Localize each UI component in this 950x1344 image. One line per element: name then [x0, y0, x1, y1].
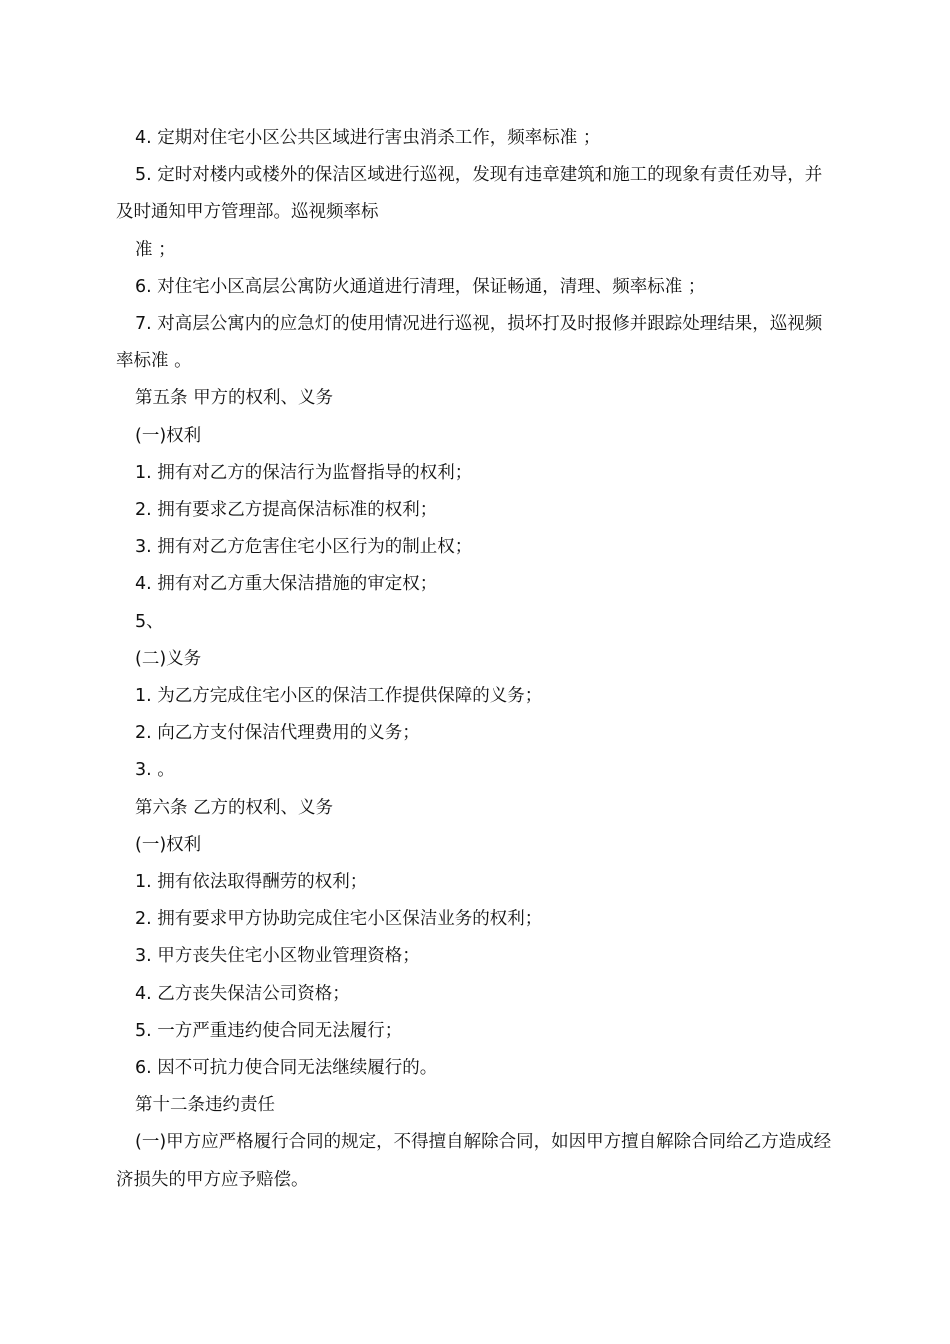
list-item: 5. 一方严重违约使合同无法履行； [135, 1020, 403, 1041]
list-item: 6. 因不可抗力使合同无法继续履行的。 [135, 1058, 438, 1079]
paragraph-item-6: 6. 对住宅小区高层公寓防火通道进行清理，保证畅通，清理、频率标准 ； [135, 276, 706, 297]
list-item: 3. 拥有对乙方危害住宅小区行为的制止权； [135, 537, 473, 558]
subheading-rights-party-a: (一)权利 [135, 425, 202, 446]
paragraph-item-5: 5. 定时对楼内或楼外的保洁区域进行巡视，发现有违章建筑和施工的现象有责任劝导，并及时通知甲方管理部。巡视频率标 [116, 165, 823, 223]
document-body [116, 120, 838, 1199]
paragraph-breach-liability: (一)甲方应严格履行合同的规定，不得擅自解除合同，如因甲方擅自解除合同给乙方造成经济损失的甲方应予赔偿。 [116, 1132, 832, 1190]
list-item: 2. 向乙方支付保洁代理费用的义务； [135, 723, 420, 744]
list-item: 4. 拥有对乙方重大保洁措施的审定权； [135, 574, 438, 595]
list-item: 4. 乙方丧失保洁公司资格； [135, 983, 350, 1004]
paragraph-item-7: 7. 对高层公寓内的应急灯的使用情况进行巡视，损坏打及时报修并跟踪处理结果，巡视频率标准 。 [116, 314, 823, 372]
list-item: 3. 。 [135, 760, 175, 781]
section-heading-article-5: 第五条 甲方的权利、义务 [135, 388, 334, 409]
list-item: 1. 为乙方完成住宅小区的保洁工作提供保障的义务； [135, 686, 543, 707]
list-item: 1. 拥有依法取得酬劳的权利； [135, 872, 368, 893]
section-heading-article-6: 第六条 乙方的权利、义务 [135, 797, 334, 818]
subheading-rights-party-b: (一)权利 [135, 834, 202, 855]
list-item: 2. 拥有要求甲方协助完成住宅小区保洁业务的权利； [135, 909, 543, 930]
subheading-obligations-party-a: (二)义务 [135, 648, 202, 669]
list-item: 1. 拥有对乙方的保洁行为监督指导的权利； [135, 462, 473, 483]
list-item: 2. 拥有要求乙方提高保洁标准的权利； [135, 500, 438, 521]
section-heading-article-12: 第十二条违约责任 [135, 1095, 275, 1116]
paragraph-item-5-continued: 准 ； [135, 239, 176, 260]
list-item: 5、 [135, 611, 164, 632]
list-item: 3. 甲方丧失住宅小区物业管理资格； [135, 946, 420, 967]
paragraph-item-4: 4. 定期对住宅小区公共区域进行害虫消杀工作，频率标准 ； [135, 128, 601, 148]
